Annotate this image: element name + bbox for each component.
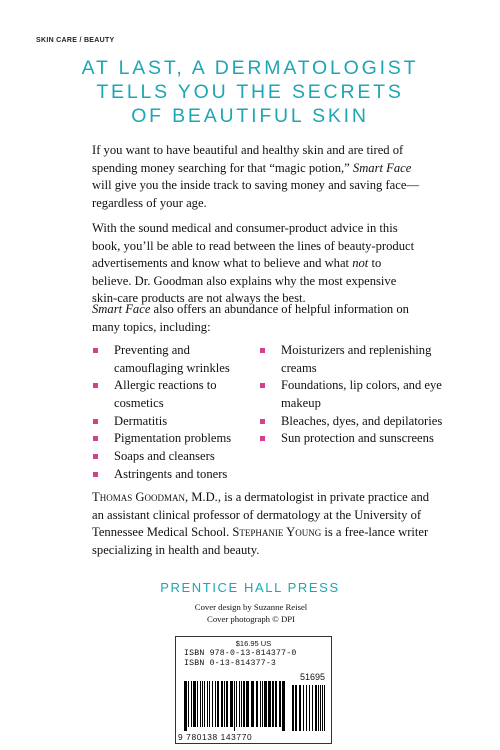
- barcode-bars: [176, 671, 331, 731]
- price: $16.95 US: [235, 639, 272, 648]
- headline: [60, 56, 440, 128]
- topic-item: Sun protection and sunscreens: [259, 430, 449, 448]
- topic-item: Astringents and toners: [92, 466, 260, 484]
- topic-item: Pigmentation problems: [92, 430, 260, 448]
- isbn-13: ISBN 978-0-13-814377-0: [184, 649, 297, 658]
- ean-number: 9 780138 143770: [178, 732, 253, 742]
- topic-item: Preventing and camouflaging wrinkles: [92, 342, 260, 377]
- coauthor-name: Stephanie Young: [232, 525, 322, 539]
- advice-text: With the sound medical and consumer-product advice in this book, you’ll be able to read between the lines of beauty-product advertisements and know what to believe and what: [92, 221, 415, 270]
- topic-item: Moisturizers and replenishing creams: [259, 342, 449, 377]
- headline-line: TELLS YOU THE SECRETS: [96, 81, 404, 103]
- topic-item: Dermatitis: [92, 413, 260, 431]
- author-name: Thomas Goodman, M.D.: [92, 490, 218, 504]
- cover-credits: [176, 601, 326, 625]
- credit-line: Cover design by Suzanne Reisel: [194, 602, 308, 612]
- topic-item: Foundations, lip colors, and eye makeup: [259, 377, 449, 412]
- topic-item: Soaps and cleansers: [92, 448, 260, 466]
- intro-text: will give you the inside track to saving money and saving face—regardless of your age.: [92, 178, 420, 210]
- topic-item: Allergic reactions to cosmetics: [92, 377, 260, 412]
- isbn-10: ISBN 0-13-814377-3: [184, 659, 277, 668]
- topics-right: [259, 342, 449, 448]
- topic-item: Bleaches, dyes, and depilatories: [259, 413, 449, 431]
- offers-text: also offers an abundance of helpful information on many topics, including:: [92, 302, 409, 334]
- book-title: Smart Face: [92, 302, 151, 316]
- offers-paragraph: [92, 301, 422, 336]
- bio-text: , is a dermatologist in private practice and an assistant clinical professor of dermatology at the University of Tennessee Medical School.: [92, 490, 430, 539]
- headline-line: AT LAST, A DERMATOLOGIST: [81, 57, 419, 79]
- book-title: Smart Face: [352, 160, 412, 175]
- author-bio: [92, 489, 432, 559]
- price-supplement-code: 51695: [299, 672, 325, 682]
- credit-line: Cover photograph © DPI: [207, 614, 295, 624]
- intro-text: If you want to have beautiful and healthy skin and are tired of spending money searching for that “magic potion,”: [92, 143, 404, 175]
- intro-paragraph: [92, 142, 422, 212]
- barcode-panel: [175, 636, 332, 744]
- publisher: PRENTICE HALL PRESS: [160, 580, 340, 595]
- category-label: SKIN CARE / BEAUTY: [36, 37, 115, 44]
- emphasis: not: [352, 256, 369, 270]
- advice-text: to believe. Dr. Goodman also explains why the most expensive skin-care products are not always the best.: [92, 256, 397, 305]
- topics-left: [92, 342, 260, 484]
- headline-line: OF BEAUTIFUL SKIN: [131, 105, 369, 127]
- advice-paragraph: [92, 220, 422, 308]
- bio-text: is a free-lance writer specializing in health and beauty.: [92, 525, 429, 557]
